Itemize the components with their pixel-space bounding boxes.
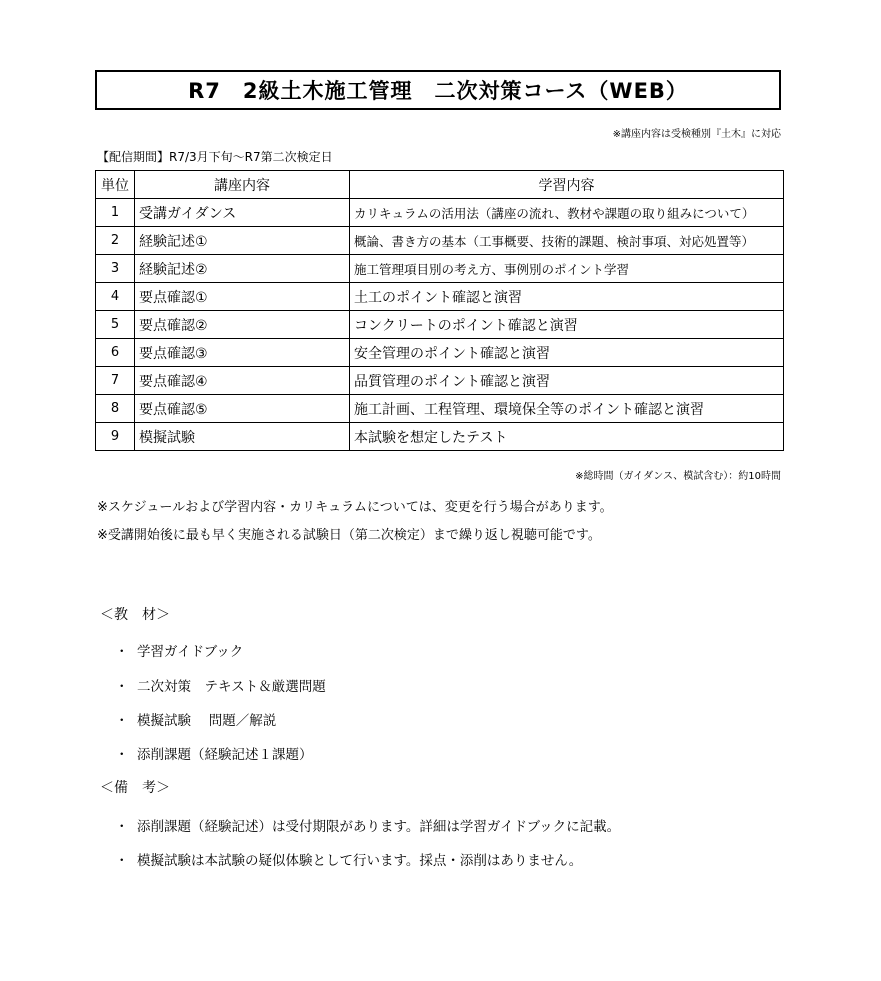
study-content: 本試験を想定したテスト xyxy=(350,423,784,451)
material-item: 添削課題（経験記述１課題） xyxy=(137,747,313,763)
note-item: 模擬試験は本試験の疑似体験として行います。採点・添削はありません。 xyxy=(137,853,583,869)
bullet-icon: ・ xyxy=(115,819,129,835)
total-time-note: ※総時間（ガイダンス、模試含む）：約10時間 xyxy=(575,471,781,482)
study-content: コンクリートのポイント確認と演習 xyxy=(350,311,784,339)
unit-number: 4 xyxy=(96,283,135,311)
list-item xyxy=(115,675,326,695)
page-title: R7 2級土木施工管理 二次対策コース（WEB） xyxy=(95,70,781,110)
remark-viewing-period: ※受講開始後に最も早く実施される試験日（第二次検定）まで繰り返し視聴可能です。 xyxy=(97,528,601,543)
study-content: 安全管理のポイント確認と演習 xyxy=(350,339,784,367)
table-row xyxy=(96,395,784,423)
bullet-icon: ・ xyxy=(115,644,129,660)
material-item: 二次対策 テキスト＆厳選問題 xyxy=(137,679,326,695)
bullet-icon: ・ xyxy=(115,679,129,695)
list-item xyxy=(115,709,276,729)
header-content: 学習内容 xyxy=(350,171,784,199)
bullet-icon: ・ xyxy=(115,747,129,763)
bullet-icon: ・ xyxy=(115,853,129,869)
material-item: 模擬試験 問題／解説 xyxy=(137,713,277,729)
unit-number: 5 xyxy=(96,311,135,339)
unit-number: 8 xyxy=(96,395,135,423)
course-title: 受講ガイダンス xyxy=(135,199,350,227)
table-row xyxy=(96,367,784,395)
notes-heading: ＜備 考＞ xyxy=(100,780,170,796)
table-row xyxy=(96,255,784,283)
unit-number: 1 xyxy=(96,199,135,227)
course-schedule-table xyxy=(95,170,784,451)
study-content: 概論、書き方の基本（工事概要、技術的課題、検討事項、対応処置等） xyxy=(350,227,784,255)
header-unit: 単位 xyxy=(96,171,135,199)
header-course: 講座内容 xyxy=(135,171,350,199)
study-content: 土工のポイント確認と演習 xyxy=(350,283,784,311)
table-row xyxy=(96,311,784,339)
materials-heading: ＜教 材＞ xyxy=(100,607,170,623)
study-content: カリキュラムの活用法（講座の流れ、教材や課題の取り組みについて） xyxy=(350,199,784,227)
list-item xyxy=(115,849,582,869)
course-title: 要点確認① xyxy=(135,283,350,311)
table-row xyxy=(96,283,784,311)
unit-number: 7 xyxy=(96,367,135,395)
study-content: 品質管理のポイント確認と演習 xyxy=(350,367,784,395)
course-title: 要点確認④ xyxy=(135,367,350,395)
course-title: 要点確認③ xyxy=(135,339,350,367)
table-row xyxy=(96,339,784,367)
study-content: 施工計画、工程管理、環境保全等のポイント確認と演習 xyxy=(350,395,784,423)
note-item: 添削課題（経験記述）は受付期限があります。詳細は学習ガイドブックに記載。 xyxy=(137,819,621,835)
material-item: 学習ガイドブック xyxy=(137,644,244,660)
unit-number: 6 xyxy=(96,339,135,367)
course-title: 経験記述② xyxy=(135,255,350,283)
delivery-period: 【配信期間】R7/3月下旬～R7第二次検定日 xyxy=(97,150,333,164)
unit-number: 3 xyxy=(96,255,135,283)
course-title: 要点確認⑤ xyxy=(135,395,350,423)
table-row xyxy=(96,199,784,227)
list-item xyxy=(115,640,243,660)
bullet-icon: ・ xyxy=(115,713,129,729)
scope-note: ※講座内容は受検種別『土木』に対応 xyxy=(612,129,781,140)
study-content: 施工管理項目別の考え方、事例別のポイント学習 xyxy=(350,255,784,283)
list-item xyxy=(115,815,620,835)
unit-number: 9 xyxy=(96,423,135,451)
table-row xyxy=(96,227,784,255)
course-title: 模擬試験 xyxy=(135,423,350,451)
unit-number: 2 xyxy=(96,227,135,255)
table-row xyxy=(96,423,784,451)
list-item xyxy=(115,743,313,763)
course-title: 経験記述① xyxy=(135,227,350,255)
course-title: 要点確認② xyxy=(135,311,350,339)
remark-schedule-change: ※スケジュールおよび学習内容・カリキュラムについては、変更を行う場合があります。 xyxy=(97,500,613,515)
table-header-row xyxy=(96,171,784,199)
